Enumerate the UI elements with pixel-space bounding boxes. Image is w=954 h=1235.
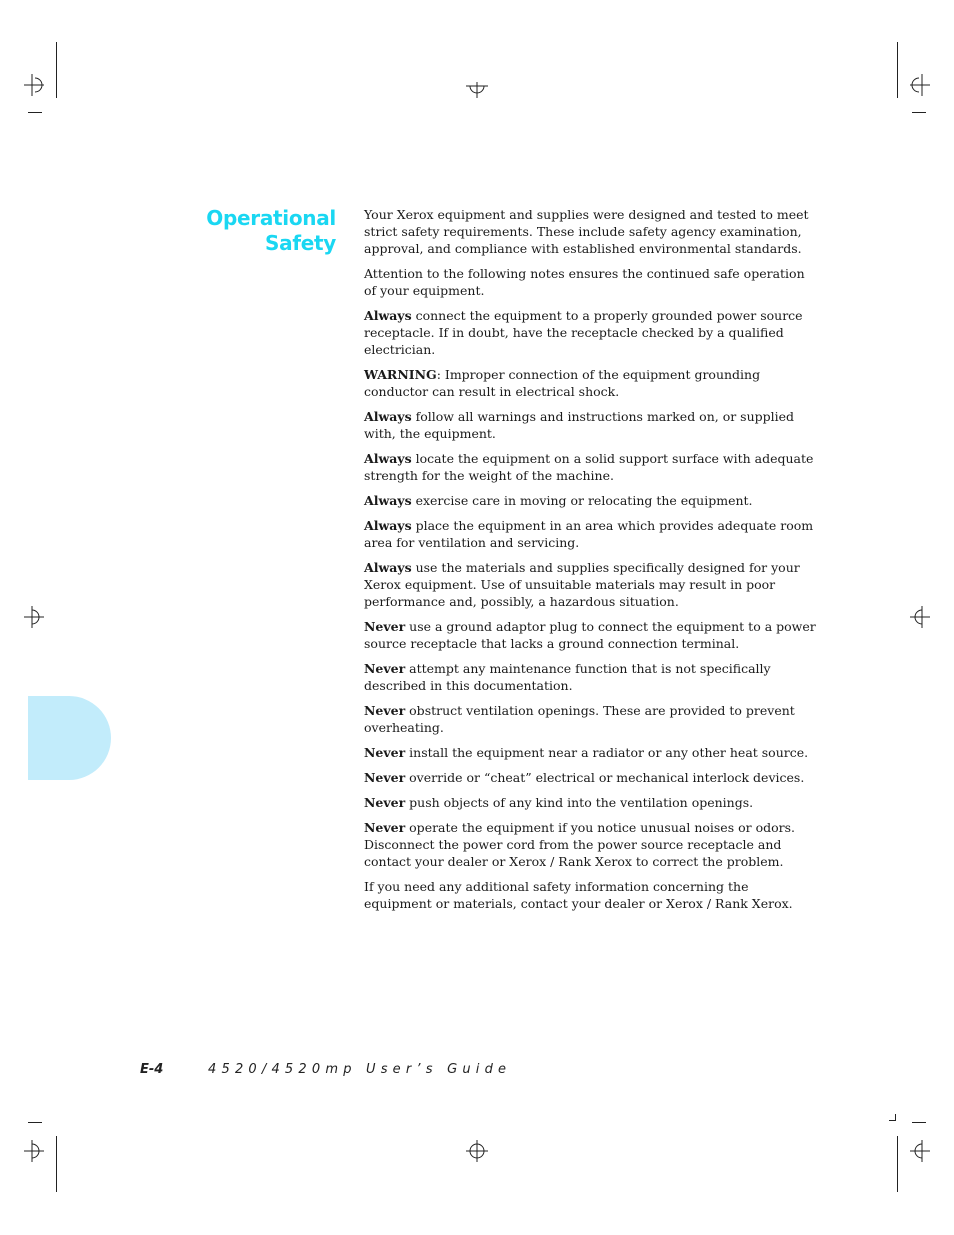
crop-mark [912,112,926,113]
paragraph-lead: Always [364,560,412,575]
paragraph [364,517,816,551]
paragraph [364,744,816,761]
paragraph-lead: Never [364,795,406,810]
paragraph-text: obstruct ventilation openings. These are provided to prevent overheating. [364,703,795,735]
crop-mark [897,42,898,98]
paragraph [364,492,816,509]
paragraph-text: override or “cheat” electrical or mechanical interlock devices. [405,770,805,785]
chapter-tab [28,696,111,780]
paragraph-lead: Always [364,493,412,508]
paragraph [364,660,816,694]
registration-mark-icon [908,606,930,628]
paragraph-lead: Never [364,619,406,634]
registration-mark-icon [908,74,930,96]
paragraph-text: : Improper connection of the equipment grounding conductor can result in electrical shock. [364,367,761,399]
paragraph [364,307,816,358]
registration-mark-icon [466,78,488,100]
paragraph-text: install the equipment near a radiator or any other heat source. [405,745,809,760]
paragraph [364,265,816,299]
paragraph-text: use the materials and supplies specifically designed for your Xerox equipment. Use of unsuitable materials may result in poor performance and, possibly, a hazardous situation. [364,560,800,609]
paragraph-text: operate the equipment if you notice unusual noises or odors. Disconnect the power cord from the power source receptacle and contact your dealer or Xerox / Rank Xerox to correct the problem. [364,820,795,869]
crop-mark [912,1122,926,1123]
section-heading-line: Operational [206,206,336,230]
paragraph-text: push objects of any kind into the ventilation openings. [405,795,754,810]
paragraph [364,878,816,912]
paragraph-lead: Always [364,451,412,466]
paragraph-text: Your Xerox equipment and supplies were designed and tested to meet strict safety requirements. These include safety agency examination, approval, and compliance with established environmental standards. [364,207,809,256]
paragraph-text: locate the equipment on a solid support surface with adequate strength for the weight of the machine. [364,451,814,483]
paragraph-text: attempt any maintenance function that is not specifically described in this documentation. [364,661,771,693]
paragraph-text: Attention to the following notes ensures the continued safe operation of your equipment. [364,266,805,298]
paragraph [364,702,816,736]
paragraph-text: follow all warnings and instructions marked on, or supplied with, the equipment. [364,409,795,441]
registration-mark-icon [24,74,46,96]
paragraph [364,769,816,786]
paragraph-text: If you need any additional safety information concerning the equipment or materials, contact your dealer or Xerox / Rank Xerox. [364,879,793,911]
paragraph-text: place the equipment in an area which provides adequate room area for ventilation and servicing. [364,518,814,550]
paragraph-lead: Always [364,518,412,533]
paragraph-lead: WARNING [364,367,437,382]
paragraph [364,408,816,442]
paragraph-lead: Never [364,661,406,676]
safety-text [364,206,816,920]
paragraph [364,618,816,652]
paragraph-text: use a ground adaptor plug to connect the equipment to a power source receptacle that lacks a ground connection terminal. [364,619,816,651]
corner-mark [889,1120,896,1121]
page-number: E-4 [140,1062,164,1077]
crop-mark [56,42,57,98]
registration-mark-icon [24,1140,46,1162]
paragraph [364,450,816,484]
crop-mark [28,112,42,113]
paragraph [364,366,816,400]
paragraph [364,819,816,870]
paragraph-lead: Never [364,770,406,785]
section-heading-line: Safety [265,231,336,255]
paragraph-lead: Never [364,745,406,760]
registration-mark-icon [908,1140,930,1162]
registration-mark-icon [24,606,46,628]
crop-mark [28,1122,42,1123]
section-heading [160,206,336,256]
guide-title: 4520/4520mp User’s Guide [208,1062,512,1077]
paragraph-text: exercise care in moving or relocating the equipment. [411,493,753,508]
paragraph-lead: Always [364,308,412,323]
paragraph [364,794,816,811]
paragraph-lead: Never [364,703,406,718]
crop-mark [897,1136,898,1192]
crop-mark [56,1136,57,1192]
paragraph [364,206,816,257]
paragraph-text: connect the equipment to a properly grounded power source receptacle. If in doubt, have the receptacle checked by a qualified electrician. [364,308,803,357]
registration-mark-icon [466,1140,488,1162]
paragraph [364,559,816,610]
paragraph-lead: Always [364,409,412,424]
paragraph-lead: Never [364,820,406,835]
